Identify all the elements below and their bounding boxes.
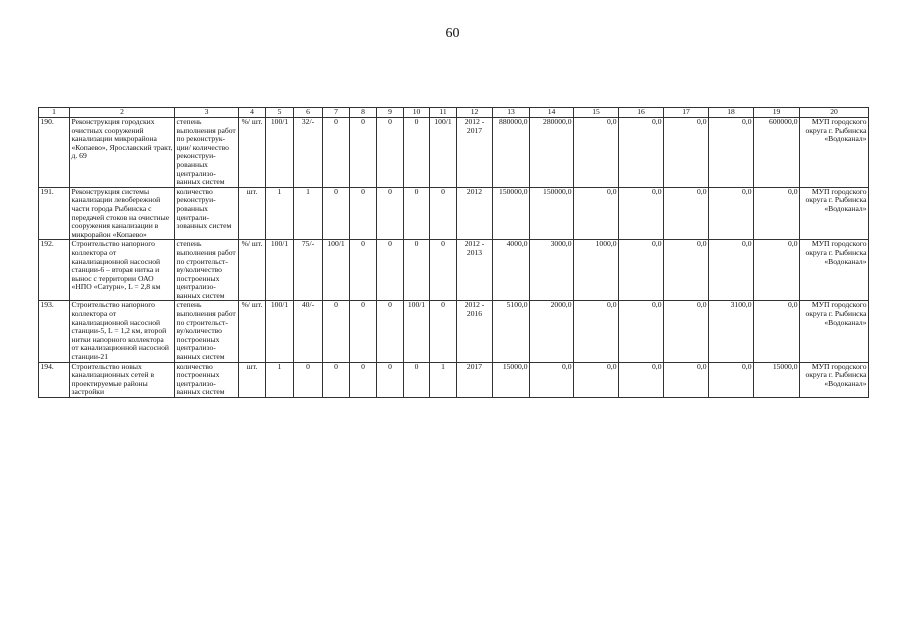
- value-cell: 0: [404, 362, 430, 397]
- row-number-cell: 194.: [39, 362, 70, 397]
- cost-cell: 0,0: [709, 118, 754, 188]
- value-cell: 0: [323, 362, 350, 397]
- cost-cell: 0,0: [664, 118, 709, 188]
- value-cell: 100/1: [323, 240, 350, 301]
- value-cell: 1: [266, 362, 294, 397]
- executor-cell: МУП городского округа г. Рыбинска «Водоканал»: [800, 240, 869, 301]
- cost-cell: 0,0: [619, 301, 664, 362]
- table-row: [39, 118, 869, 188]
- value-cell: 100/1: [430, 118, 457, 188]
- cost-cell: 0,0: [664, 187, 709, 240]
- value-cell: 32/-: [294, 118, 323, 188]
- value-cell: 100/1: [266, 301, 294, 362]
- column-number-cell: 4: [239, 108, 266, 118]
- column-number-row: [39, 108, 869, 118]
- years-cell: 2012 - 2013: [457, 240, 493, 301]
- column-number-cell: 3: [175, 108, 239, 118]
- value-cell: 0: [377, 118, 404, 188]
- indicator-cell: степень выполнения работ по строительст-ву/количество построенных централизо-ванных систем: [175, 301, 239, 362]
- cost-cell: 1000,0: [574, 240, 619, 301]
- column-number-cell: 6: [294, 108, 323, 118]
- measure-name-cell: Строительство новых канализационных сетей в проектируемые районы застройки: [70, 362, 175, 397]
- page-number: 60: [445, 26, 460, 41]
- column-number-cell: 11: [430, 108, 457, 118]
- executor-cell: МУП городского округа г. Рыбинска «Водоканал»: [800, 362, 869, 397]
- total-cost-cell: 880000,0: [493, 118, 530, 188]
- row-number-cell: 192.: [39, 240, 70, 301]
- cost-cell: 0,0: [754, 301, 800, 362]
- table-row: [39, 187, 869, 240]
- executor-cell: МУП городского округа г. Рыбинска «Водоканал»: [800, 187, 869, 240]
- column-number-cell: 10: [404, 108, 430, 118]
- column-number-cell: 7: [323, 108, 350, 118]
- cost-cell: 0,0: [574, 362, 619, 397]
- indicator-cell: степень выполнения работ по реконструк-ции/ количество реконструи-рованных централизо-ванных систем: [175, 118, 239, 188]
- cost-cell: 0,0: [619, 240, 664, 301]
- cost-cell: 3000,0: [530, 240, 574, 301]
- cost-cell: 0,0: [664, 240, 709, 301]
- row-number-cell: 193.: [39, 301, 70, 362]
- unit-cell: %/ шт.: [239, 118, 266, 188]
- value-cell: 0: [294, 362, 323, 397]
- indicator-cell: количество реконструи-рованных централи-зованных систем: [175, 187, 239, 240]
- cost-cell: 0,0: [574, 301, 619, 362]
- measure-name-cell: Реконструкция системы канализации левобережной части города Рыбинска с передачей стоков на очистные сооружения канализации в микрорайон «Копаево»: [70, 187, 175, 240]
- row-number-cell: 190.: [39, 118, 70, 188]
- value-cell: 0: [404, 240, 430, 301]
- column-number-cell: 13: [493, 108, 530, 118]
- column-number-cell: 8: [350, 108, 377, 118]
- value-cell: 0: [377, 362, 404, 397]
- cost-cell: 0,0: [619, 362, 664, 397]
- column-number-cell: 14: [530, 108, 574, 118]
- cost-cell: 0,0: [664, 362, 709, 397]
- value-cell: 100/1: [266, 240, 294, 301]
- table-row: [39, 362, 869, 397]
- row-number-cell: 191.: [39, 187, 70, 240]
- cost-cell: 0,0: [530, 362, 574, 397]
- value-cell: 1: [430, 362, 457, 397]
- value-cell: 0: [430, 301, 457, 362]
- value-cell: 0: [404, 118, 430, 188]
- value-cell: 0: [350, 118, 377, 188]
- indicator-cell: количество построенных централизо-ванных систем: [175, 362, 239, 397]
- measure-name-cell: Строительство напорного коллектора от канализационной насосной станции-6 – вторая нитка и вынос с территории ОАО «НПО «Сатурн», L = 2,8 км: [70, 240, 175, 301]
- value-cell: 0: [323, 301, 350, 362]
- unit-cell: %/ шт.: [239, 240, 266, 301]
- value-cell: 100/1: [404, 301, 430, 362]
- cost-cell: 15000,0: [754, 362, 800, 397]
- cost-cell: 600000,0: [754, 118, 800, 188]
- value-cell: 0: [404, 187, 430, 240]
- cost-cell: 0,0: [574, 118, 619, 188]
- years-cell: 2012 - 2016: [457, 301, 493, 362]
- cost-cell: 0,0: [709, 240, 754, 301]
- column-number-cell: 2: [70, 108, 175, 118]
- cost-cell: 280000,0: [530, 118, 574, 188]
- value-cell: 1: [266, 187, 294, 240]
- program-table: [38, 107, 869, 398]
- cost-cell: 0,0: [709, 187, 754, 240]
- cost-cell: 150000,0: [530, 187, 574, 240]
- cost-cell: 0,0: [754, 187, 800, 240]
- value-cell: 0: [350, 240, 377, 301]
- total-cost-cell: 150000,0: [493, 187, 530, 240]
- total-cost-cell: 15000,0: [493, 362, 530, 397]
- column-number-cell: 17: [664, 108, 709, 118]
- column-number-cell: 16: [619, 108, 664, 118]
- measure-name-cell: Реконструкция городских очистных сооружений канализации микрорайона «Копаево», Ярославский тракт, д. 69: [70, 118, 175, 188]
- measure-name-cell: Строительство напорного коллектора от канализационной насосной станции-5, L = 1,2 км, второй нитки напорного коллектора от канализационной насосной станции-21: [70, 301, 175, 362]
- column-number-cell: 1: [39, 108, 70, 118]
- column-number-cell: 15: [574, 108, 619, 118]
- table-row: [39, 301, 869, 362]
- column-number-cell: 19: [754, 108, 800, 118]
- value-cell: 0: [323, 118, 350, 188]
- total-cost-cell: 5100,0: [493, 301, 530, 362]
- value-cell: 0: [377, 240, 404, 301]
- total-cost-cell: 4000,0: [493, 240, 530, 301]
- unit-cell: шт.: [239, 187, 266, 240]
- cost-cell: 0,0: [754, 240, 800, 301]
- value-cell: 100/1: [266, 118, 294, 188]
- cost-cell: 0,0: [664, 301, 709, 362]
- years-cell: 2017: [457, 362, 493, 397]
- cost-cell: 0,0: [619, 118, 664, 188]
- cost-cell: 0,0: [574, 187, 619, 240]
- years-cell: 2012: [457, 187, 493, 240]
- value-cell: 0: [430, 240, 457, 301]
- value-cell: 0: [350, 362, 377, 397]
- years-cell: 2012 - 2017: [457, 118, 493, 188]
- cost-cell: 2000,0: [530, 301, 574, 362]
- value-cell: 0: [350, 301, 377, 362]
- unit-cell: %/ шт.: [239, 301, 266, 362]
- cost-cell: 0,0: [619, 187, 664, 240]
- executor-cell: МУП городского округа г. Рыбинска «Водоканал»: [800, 118, 869, 188]
- unit-cell: шт.: [239, 362, 266, 397]
- column-number-cell: 9: [377, 108, 404, 118]
- value-cell: 0: [350, 187, 377, 240]
- value-cell: 40/-: [294, 301, 323, 362]
- cost-cell: 0,0: [709, 362, 754, 397]
- table-row: [39, 240, 869, 301]
- column-number-cell: 12: [457, 108, 493, 118]
- value-cell: 0: [377, 187, 404, 240]
- column-number-cell: 5: [266, 108, 294, 118]
- column-number-cell: 18: [709, 108, 754, 118]
- value-cell: 1: [294, 187, 323, 240]
- cost-cell: 3100,0: [709, 301, 754, 362]
- value-cell: 0: [377, 301, 404, 362]
- value-cell: 0: [323, 187, 350, 240]
- indicator-cell: степень выполнения работ по строительст-ву/количество построенных централизо-ванных систем: [175, 240, 239, 301]
- column-number-cell: 20: [800, 108, 869, 118]
- value-cell: 75/-: [294, 240, 323, 301]
- executor-cell: МУП городского округа г. Рыбинска «Водоканал»: [800, 301, 869, 362]
- value-cell: 0: [430, 187, 457, 240]
